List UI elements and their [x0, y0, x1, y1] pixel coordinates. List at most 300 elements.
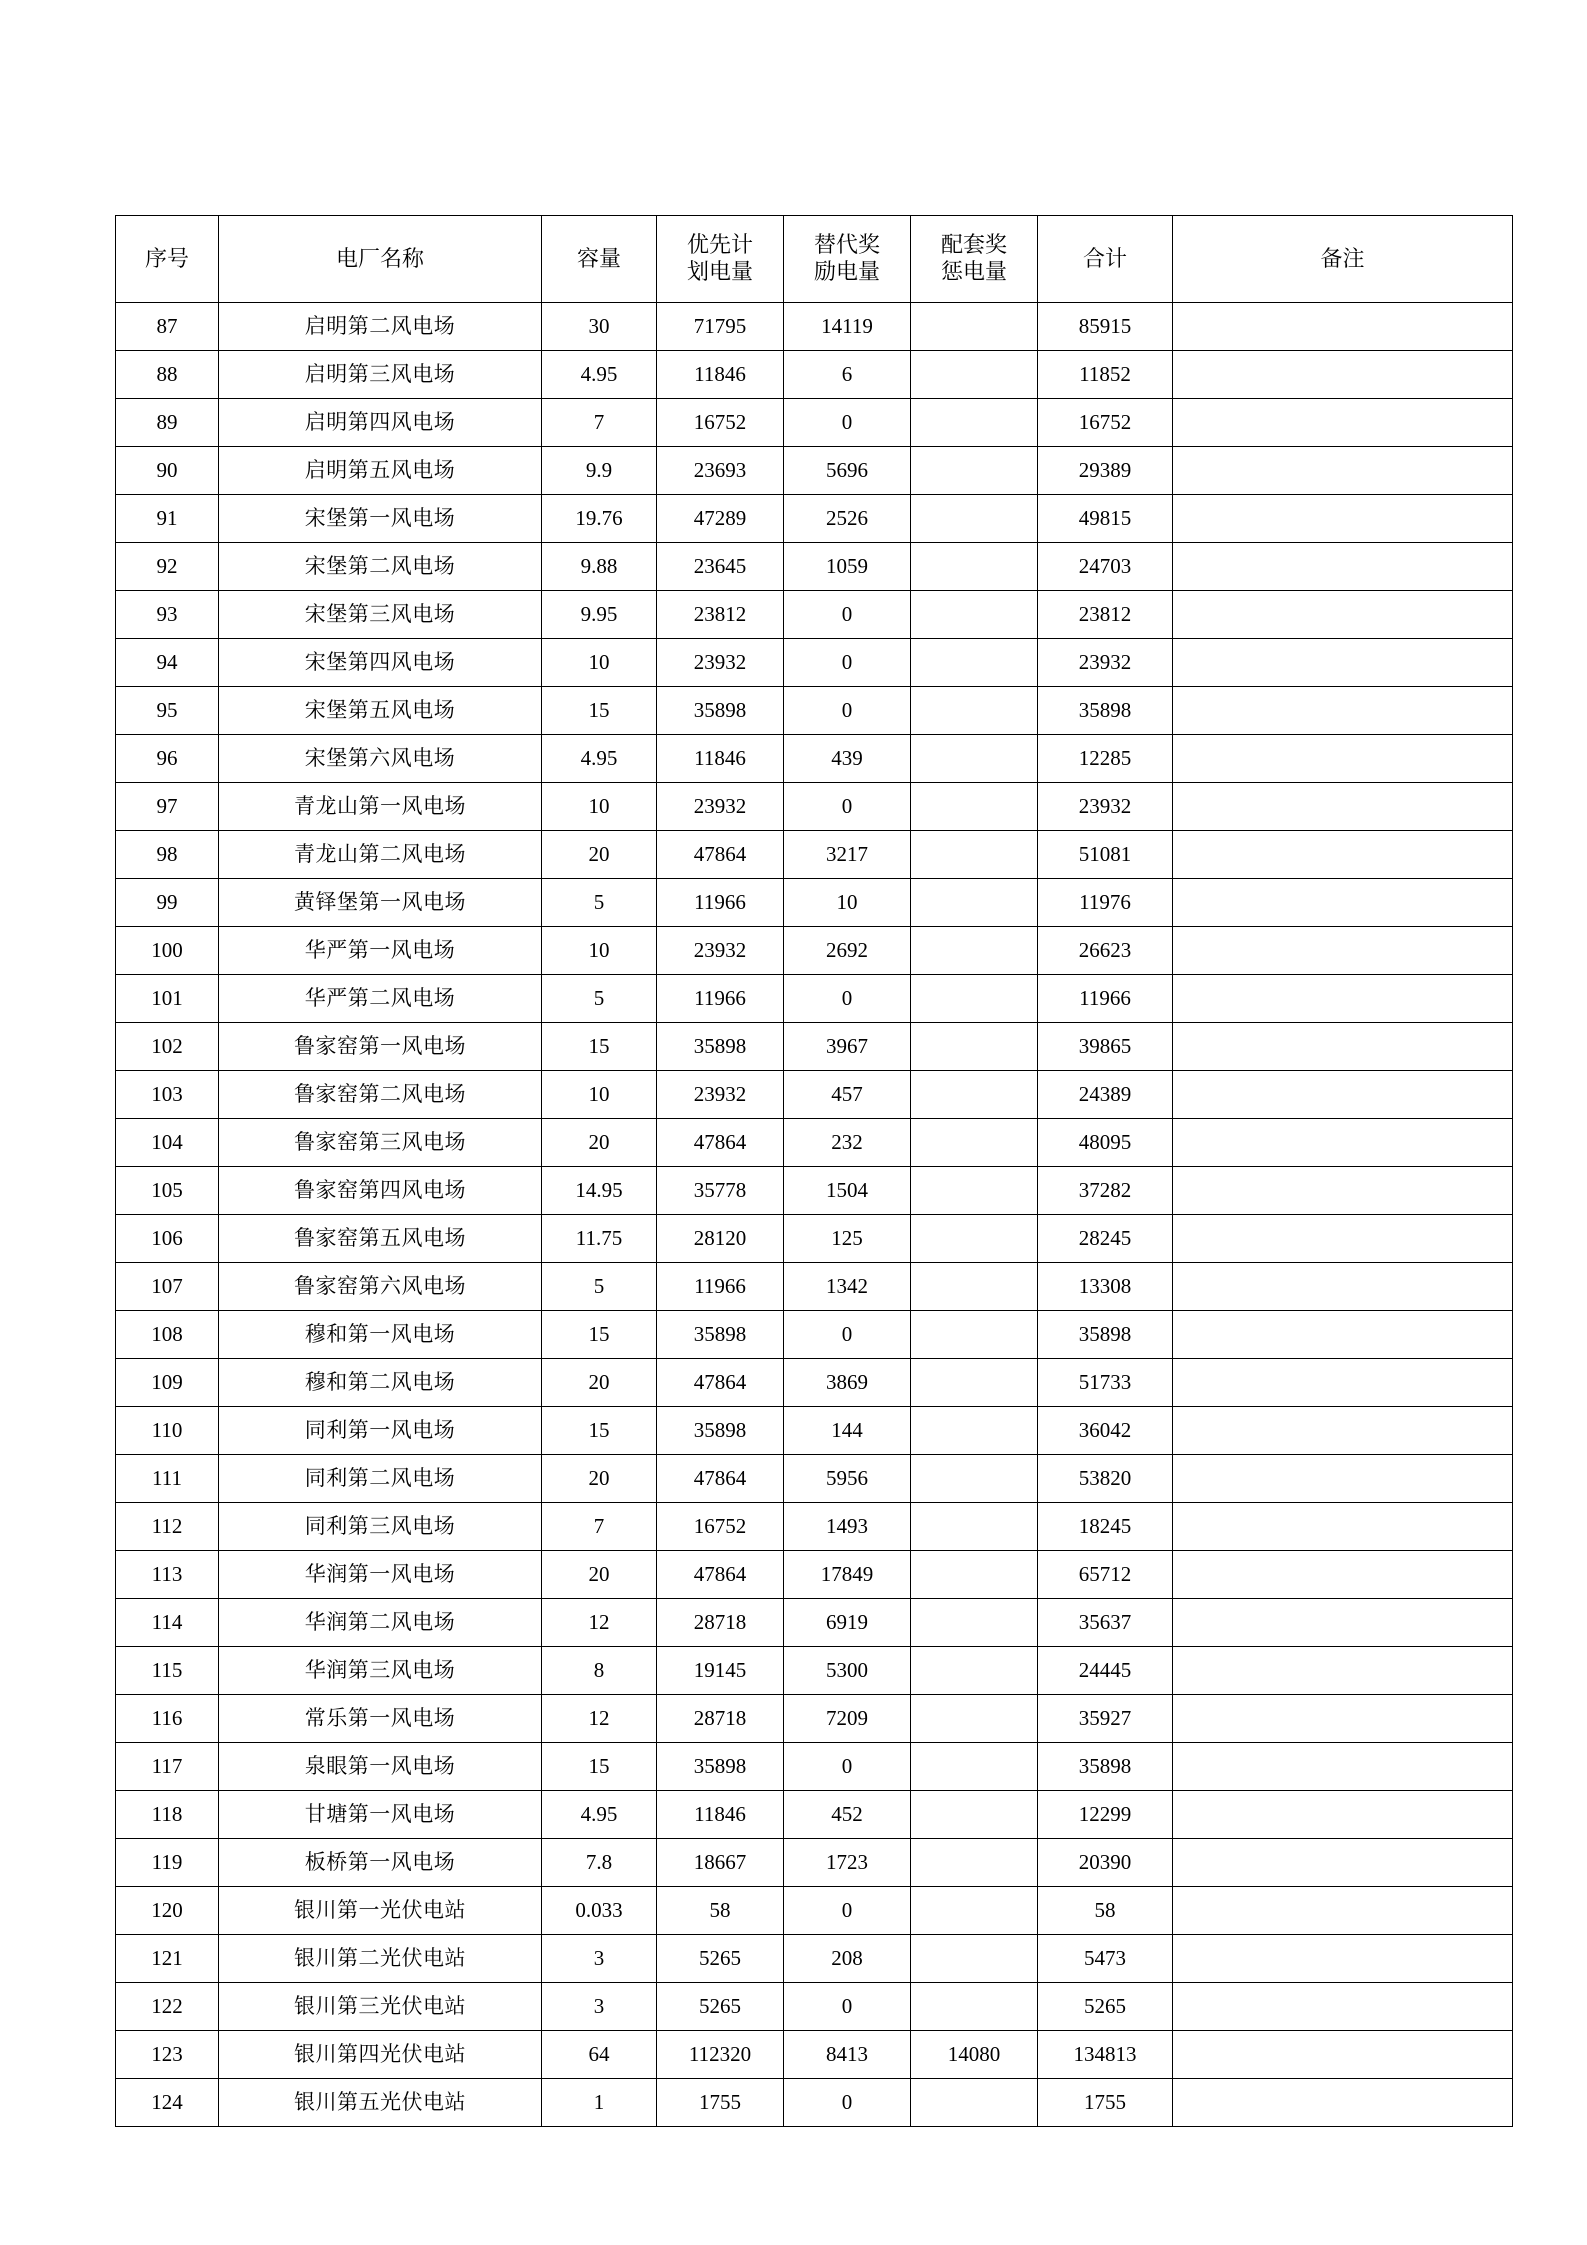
- cell-note: [1173, 1599, 1513, 1647]
- table-row: [116, 1551, 1513, 1599]
- cell-total: 51081: [1038, 831, 1173, 879]
- cell-total: 26623: [1038, 927, 1173, 975]
- cell-total: 36042: [1038, 1407, 1173, 1455]
- cell-total: 65712: [1038, 1551, 1173, 1599]
- cell-name: 鲁家窑第四风电场: [219, 1167, 542, 1215]
- table-row: [116, 687, 1513, 735]
- cell-index: 89: [116, 399, 219, 447]
- cell-name: 宋堡第六风电场: [219, 735, 542, 783]
- cell-capacity: 0.033: [542, 1887, 657, 1935]
- column-header-priority-plan: [657, 216, 784, 303]
- cell-total: 35898: [1038, 1311, 1173, 1359]
- cell-substitute_reward: 452: [784, 1791, 911, 1839]
- cell-capacity: 14.95: [542, 1167, 657, 1215]
- cell-capacity: 7: [542, 1503, 657, 1551]
- cell-note: [1173, 1647, 1513, 1695]
- cell-capacity: 7: [542, 399, 657, 447]
- table-row: [116, 1167, 1513, 1215]
- cell-name: 青龙山第二风电场: [219, 831, 542, 879]
- cell-matching_penalty: [911, 2079, 1038, 2127]
- cell-index: 114: [116, 1599, 219, 1647]
- cell-index: 88: [116, 351, 219, 399]
- cell-capacity: 20: [542, 1551, 657, 1599]
- column-header-substitute-reward: [784, 216, 911, 303]
- cell-total: 18245: [1038, 1503, 1173, 1551]
- cell-matching_penalty: [911, 831, 1038, 879]
- cell-priority_plan: 47864: [657, 1119, 784, 1167]
- cell-total: 1755: [1038, 2079, 1173, 2127]
- column-header-total: [1038, 216, 1173, 303]
- cell-substitute_reward: 457: [784, 1071, 911, 1119]
- cell-total: 12285: [1038, 735, 1173, 783]
- cell-priority_plan: 47864: [657, 1359, 784, 1407]
- cell-index: 115: [116, 1647, 219, 1695]
- cell-note: [1173, 351, 1513, 399]
- cell-name: 黄铎堡第一风电场: [219, 879, 542, 927]
- cell-note: [1173, 927, 1513, 975]
- cell-priority_plan: 112320: [657, 2031, 784, 2079]
- cell-name: 银川第二光伏电站: [219, 1935, 542, 1983]
- cell-note: [1173, 1359, 1513, 1407]
- cell-total: 24703: [1038, 543, 1173, 591]
- cell-priority_plan: 23932: [657, 783, 784, 831]
- cell-matching_penalty: [911, 1695, 1038, 1743]
- cell-substitute_reward: 1504: [784, 1167, 911, 1215]
- cell-substitute_reward: 232: [784, 1119, 911, 1167]
- cell-note: [1173, 447, 1513, 495]
- cell-total: 85915: [1038, 303, 1173, 351]
- cell-substitute_reward: 0: [784, 639, 911, 687]
- cell-priority_plan: 11966: [657, 1263, 784, 1311]
- cell-capacity: 8: [542, 1647, 657, 1695]
- cell-substitute_reward: 0: [784, 2079, 911, 2127]
- cell-index: 102: [116, 1023, 219, 1071]
- cell-index: 116: [116, 1695, 219, 1743]
- cell-priority_plan: 23645: [657, 543, 784, 591]
- cell-capacity: 4.95: [542, 351, 657, 399]
- cell-name: 华润第一风电场: [219, 1551, 542, 1599]
- cell-priority_plan: 16752: [657, 399, 784, 447]
- cell-note: [1173, 1071, 1513, 1119]
- cell-substitute_reward: 10: [784, 879, 911, 927]
- cell-substitute_reward: 6919: [784, 1599, 911, 1647]
- cell-name: 华严第一风电场: [219, 927, 542, 975]
- cell-matching_penalty: [911, 1023, 1038, 1071]
- cell-index: 97: [116, 783, 219, 831]
- cell-priority_plan: 35898: [657, 1023, 784, 1071]
- cell-note: [1173, 1455, 1513, 1503]
- cell-note: [1173, 639, 1513, 687]
- cell-index: 90: [116, 447, 219, 495]
- cell-name: 银川第三光伏电站: [219, 1983, 542, 2031]
- cell-priority_plan: 47864: [657, 1551, 784, 1599]
- cell-name: 启明第四风电场: [219, 399, 542, 447]
- cell-index: 98: [116, 831, 219, 879]
- cell-note: [1173, 1983, 1513, 2031]
- table-row: [116, 1983, 1513, 2031]
- column-header-text: 合计: [1082, 245, 1127, 271]
- cell-name: 宋堡第一风电场: [219, 495, 542, 543]
- table-row: [116, 1839, 1513, 1887]
- cell-capacity: 20: [542, 1455, 657, 1503]
- table-row: [116, 399, 1513, 447]
- table-row: [116, 831, 1513, 879]
- table-row: [116, 303, 1513, 351]
- cell-name: 启明第三风电场: [219, 351, 542, 399]
- cell-capacity: 5: [542, 1263, 657, 1311]
- table-row: [116, 351, 1513, 399]
- cell-priority_plan: 28120: [657, 1215, 784, 1263]
- cell-priority_plan: 35778: [657, 1167, 784, 1215]
- cell-name: 同利第一风电场: [219, 1407, 542, 1455]
- cell-capacity: 7.8: [542, 1839, 657, 1887]
- cell-total: 5473: [1038, 1935, 1173, 1983]
- cell-capacity: 20: [542, 1359, 657, 1407]
- table-row: [116, 1647, 1513, 1695]
- cell-index: 93: [116, 591, 219, 639]
- cell-priority_plan: 5265: [657, 1983, 784, 2031]
- column-header-text: 优先计: [686, 232, 753, 258]
- table-row: [116, 927, 1513, 975]
- table-row: [116, 1455, 1513, 1503]
- cell-note: [1173, 1791, 1513, 1839]
- cell-total: 134813: [1038, 2031, 1173, 2079]
- cell-note: [1173, 1743, 1513, 1791]
- table-row: [116, 1359, 1513, 1407]
- cell-matching_penalty: [911, 1359, 1038, 1407]
- cell-name: 宋堡第五风电场: [219, 687, 542, 735]
- cell-capacity: 10: [542, 639, 657, 687]
- cell-index: 118: [116, 1791, 219, 1839]
- table-header-row: [116, 216, 1513, 303]
- cell-matching_penalty: [911, 687, 1038, 735]
- cell-note: [1173, 783, 1513, 831]
- column-header-text: 容量: [576, 245, 621, 271]
- cell-matching_penalty: [911, 351, 1038, 399]
- cell-name: 同利第二风电场: [219, 1455, 542, 1503]
- cell-name: 银川第四光伏电站: [219, 2031, 542, 2079]
- cell-index: 87: [116, 303, 219, 351]
- table-row: [116, 1743, 1513, 1791]
- cell-name: 泉眼第一风电场: [219, 1743, 542, 1791]
- table-container: [115, 215, 1472, 2127]
- cell-note: [1173, 1167, 1513, 1215]
- cell-index: 123: [116, 2031, 219, 2079]
- column-header-text: 备注: [1320, 245, 1365, 271]
- cell-substitute_reward: 3967: [784, 1023, 911, 1071]
- cell-name: 甘塘第一风电场: [219, 1791, 542, 1839]
- cell-substitute_reward: 208: [784, 1935, 911, 1983]
- cell-priority_plan: 19145: [657, 1647, 784, 1695]
- cell-substitute_reward: 5300: [784, 1647, 911, 1695]
- cell-index: 92: [116, 543, 219, 591]
- cell-substitute_reward: 125: [784, 1215, 911, 1263]
- cell-index: 108: [116, 1311, 219, 1359]
- cell-note: [1173, 1215, 1513, 1263]
- cell-total: 39865: [1038, 1023, 1173, 1071]
- cell-substitute_reward: 1342: [784, 1263, 911, 1311]
- cell-substitute_reward: 1059: [784, 543, 911, 591]
- cell-note: [1173, 831, 1513, 879]
- cell-substitute_reward: 3869: [784, 1359, 911, 1407]
- cell-matching_penalty: [911, 735, 1038, 783]
- cell-note: [1173, 735, 1513, 783]
- cell-index: 101: [116, 975, 219, 1023]
- cell-name: 青龙山第一风电场: [219, 783, 542, 831]
- cell-priority_plan: 11846: [657, 735, 784, 783]
- cell-index: 111: [116, 1455, 219, 1503]
- cell-index: 106: [116, 1215, 219, 1263]
- cell-total: 13308: [1038, 1263, 1173, 1311]
- cell-note: [1173, 1935, 1513, 1983]
- cell-index: 119: [116, 1839, 219, 1887]
- cell-substitute_reward: 7209: [784, 1695, 911, 1743]
- table-row: [116, 1263, 1513, 1311]
- table-row: [116, 1599, 1513, 1647]
- table-row: [116, 639, 1513, 687]
- cell-note: [1173, 1695, 1513, 1743]
- cell-name: 鲁家窑第三风电场: [219, 1119, 542, 1167]
- cell-capacity: 20: [542, 1119, 657, 1167]
- cell-total: 23932: [1038, 639, 1173, 687]
- cell-substitute_reward: 1723: [784, 1839, 911, 1887]
- cell-note: [1173, 495, 1513, 543]
- cell-note: [1173, 1407, 1513, 1455]
- cell-substitute_reward: 0: [784, 1887, 911, 1935]
- cell-priority_plan: 35898: [657, 1743, 784, 1791]
- cell-matching_penalty: [911, 639, 1038, 687]
- cell-priority_plan: 35898: [657, 1407, 784, 1455]
- column-header-text: 励电量: [813, 259, 880, 284]
- cell-note: [1173, 1503, 1513, 1551]
- cell-total: 37282: [1038, 1167, 1173, 1215]
- cell-capacity: 15: [542, 1311, 657, 1359]
- table-row: [116, 1935, 1513, 1983]
- cell-total: 5265: [1038, 1983, 1173, 2031]
- cell-name: 宋堡第二风电场: [219, 543, 542, 591]
- table-row: [116, 2031, 1513, 2079]
- cell-name: 华严第二风电场: [219, 975, 542, 1023]
- cell-priority_plan: 5265: [657, 1935, 784, 1983]
- cell-total: 24445: [1038, 1647, 1173, 1695]
- cell-note: [1173, 1887, 1513, 1935]
- cell-name: 鲁家窑第六风电场: [219, 1263, 542, 1311]
- column-header-text: 序号: [144, 245, 189, 271]
- cell-matching_penalty: [911, 1647, 1038, 1695]
- cell-priority_plan: 1755: [657, 2079, 784, 2127]
- cell-priority_plan: 11966: [657, 975, 784, 1023]
- cell-priority_plan: 18667: [657, 1839, 784, 1887]
- cell-index: 100: [116, 927, 219, 975]
- cell-capacity: 64: [542, 2031, 657, 2079]
- cell-name: 银川第一光伏电站: [219, 1887, 542, 1935]
- cell-total: 12299: [1038, 1791, 1173, 1839]
- cell-total: 35898: [1038, 1743, 1173, 1791]
- cell-total: 11966: [1038, 975, 1173, 1023]
- cell-substitute_reward: 6: [784, 351, 911, 399]
- cell-capacity: 10: [542, 1071, 657, 1119]
- cell-substitute_reward: 0: [784, 1983, 911, 2031]
- cell-total: 28245: [1038, 1215, 1173, 1263]
- cell-index: 105: [116, 1167, 219, 1215]
- table-row: [116, 591, 1513, 639]
- column-header-capacity: [542, 216, 657, 303]
- cell-matching_penalty: [911, 1119, 1038, 1167]
- cell-capacity: 15: [542, 687, 657, 735]
- table-row: [116, 783, 1513, 831]
- cell-substitute_reward: 0: [784, 399, 911, 447]
- cell-total: 49815: [1038, 495, 1173, 543]
- cell-matching_penalty: [911, 447, 1038, 495]
- cell-note: [1173, 1119, 1513, 1167]
- cell-capacity: 9.88: [542, 543, 657, 591]
- cell-note: [1173, 2031, 1513, 2079]
- cell-substitute_reward: 5956: [784, 1455, 911, 1503]
- cell-note: [1173, 1311, 1513, 1359]
- cell-capacity: 20: [542, 831, 657, 879]
- cell-matching_penalty: [911, 1215, 1038, 1263]
- cell-note: [1173, 399, 1513, 447]
- cell-total: 11976: [1038, 879, 1173, 927]
- cell-capacity: 19.76: [542, 495, 657, 543]
- cell-note: [1173, 1263, 1513, 1311]
- cell-note: [1173, 975, 1513, 1023]
- cell-matching_penalty: [911, 1935, 1038, 1983]
- cell-matching_penalty: [911, 1407, 1038, 1455]
- cell-priority_plan: 11846: [657, 351, 784, 399]
- table-row: [116, 1023, 1513, 1071]
- cell-total: 35898: [1038, 687, 1173, 735]
- cell-capacity: 15: [542, 1407, 657, 1455]
- cell-priority_plan: 47289: [657, 495, 784, 543]
- cell-capacity: 12: [542, 1695, 657, 1743]
- table-header: [116, 216, 1513, 303]
- cell-name: 启明第二风电场: [219, 303, 542, 351]
- cell-matching_penalty: [911, 927, 1038, 975]
- cell-priority_plan: 47864: [657, 831, 784, 879]
- cell-name: 常乐第一风电场: [219, 1695, 542, 1743]
- cell-capacity: 9.95: [542, 591, 657, 639]
- cell-index: 113: [116, 1551, 219, 1599]
- cell-capacity: 15: [542, 1023, 657, 1071]
- table-row: [116, 1311, 1513, 1359]
- cell-name: 宋堡第三风电场: [219, 591, 542, 639]
- table-row: [116, 1791, 1513, 1839]
- cell-name: 同利第三风电场: [219, 1503, 542, 1551]
- cell-name: 鲁家窑第一风电场: [219, 1023, 542, 1071]
- cell-substitute_reward: 2526: [784, 495, 911, 543]
- cell-matching_penalty: [911, 879, 1038, 927]
- cell-total: 48095: [1038, 1119, 1173, 1167]
- cell-substitute_reward: 2692: [784, 927, 911, 975]
- cell-matching_penalty: [911, 1743, 1038, 1791]
- cell-index: 96: [116, 735, 219, 783]
- cell-total: 11852: [1038, 351, 1173, 399]
- cell-matching_penalty: [911, 1167, 1038, 1215]
- cell-matching_penalty: [911, 1983, 1038, 2031]
- cell-priority_plan: 23932: [657, 1071, 784, 1119]
- cell-index: 122: [116, 1983, 219, 2031]
- cell-matching_penalty: [911, 1071, 1038, 1119]
- cell-matching_penalty: [911, 1503, 1038, 1551]
- column-header-plant-name: [219, 216, 542, 303]
- cell-note: [1173, 303, 1513, 351]
- table-row: [116, 1887, 1513, 1935]
- table-row: [116, 879, 1513, 927]
- cell-matching_penalty: [911, 591, 1038, 639]
- column-header-text: 替代奖: [813, 232, 880, 258]
- cell-capacity: 15: [542, 1743, 657, 1791]
- cell-substitute_reward: 5696: [784, 447, 911, 495]
- cell-total: 16752: [1038, 399, 1173, 447]
- table-row: [116, 975, 1513, 1023]
- cell-index: 110: [116, 1407, 219, 1455]
- cell-substitute_reward: 17849: [784, 1551, 911, 1599]
- cell-capacity: 12: [542, 1599, 657, 1647]
- cell-matching_penalty: [911, 1599, 1038, 1647]
- column-header-text: 划电量: [686, 259, 753, 284]
- cell-name: 鲁家窑第五风电场: [219, 1215, 542, 1263]
- cell-priority_plan: 58: [657, 1887, 784, 1935]
- cell-total: 53820: [1038, 1455, 1173, 1503]
- cell-priority_plan: 71795: [657, 303, 784, 351]
- column-header-text: 惩电量: [940, 259, 1007, 284]
- cell-note: [1173, 543, 1513, 591]
- cell-matching_penalty: [911, 1263, 1038, 1311]
- cell-substitute_reward: 0: [784, 783, 911, 831]
- cell-name: 板桥第一风电场: [219, 1839, 542, 1887]
- column-header-text: 配套奖: [940, 232, 1007, 258]
- cell-substitute_reward: 0: [784, 1743, 911, 1791]
- cell-matching_penalty: [911, 495, 1038, 543]
- cell-priority_plan: 28718: [657, 1599, 784, 1647]
- cell-index: 121: [116, 1935, 219, 1983]
- cell-capacity: 10: [542, 927, 657, 975]
- table-row: [116, 2079, 1513, 2127]
- power-plant-quota-table: [115, 215, 1513, 2127]
- cell-capacity: 10: [542, 783, 657, 831]
- cell-note: [1173, 1839, 1513, 1887]
- cell-index: 94: [116, 639, 219, 687]
- cell-substitute_reward: 14119: [784, 303, 911, 351]
- cell-matching_penalty: [911, 1887, 1038, 1935]
- cell-substitute_reward: 439: [784, 735, 911, 783]
- table-row: [116, 543, 1513, 591]
- cell-index: 124: [116, 2079, 219, 2127]
- cell-name: 穆和第一风电场: [219, 1311, 542, 1359]
- cell-index: 99: [116, 879, 219, 927]
- table-row: [116, 1071, 1513, 1119]
- table-row: [116, 1407, 1513, 1455]
- cell-matching_penalty: [911, 1839, 1038, 1887]
- table-row: [116, 735, 1513, 783]
- cell-index: 103: [116, 1071, 219, 1119]
- cell-matching_penalty: 14080: [911, 2031, 1038, 2079]
- cell-priority_plan: 47864: [657, 1455, 784, 1503]
- cell-total: 58: [1038, 1887, 1173, 1935]
- cell-name: 华润第三风电场: [219, 1647, 542, 1695]
- cell-substitute_reward: 144: [784, 1407, 911, 1455]
- table-row: [116, 495, 1513, 543]
- cell-matching_penalty: [911, 543, 1038, 591]
- cell-total: 24389: [1038, 1071, 1173, 1119]
- cell-matching_penalty: [911, 1455, 1038, 1503]
- table-row: [116, 1695, 1513, 1743]
- column-header-matching-penalty: [911, 216, 1038, 303]
- cell-index: 95: [116, 687, 219, 735]
- cell-name: 鲁家窑第二风电场: [219, 1071, 542, 1119]
- cell-index: 112: [116, 1503, 219, 1551]
